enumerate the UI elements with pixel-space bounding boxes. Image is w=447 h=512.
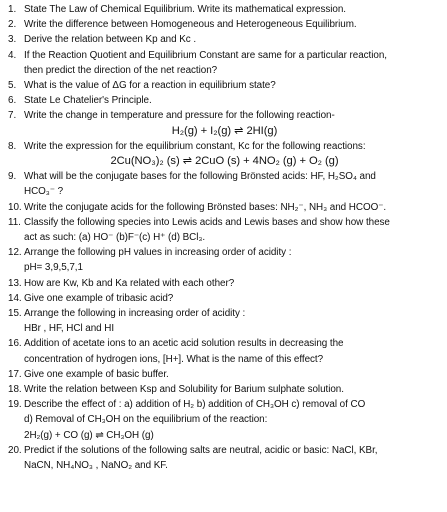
question-number: 9. xyxy=(8,171,17,183)
question-text-continued: then predict the direction of the net reaction? xyxy=(24,64,218,76)
question-number: 10. xyxy=(8,201,22,213)
question-number: 18. xyxy=(8,384,22,396)
question-text-continued: concentration of hydrogen ions, [H+]. What is the name of this effect? xyxy=(24,353,324,365)
question-11 xyxy=(8,215,441,245)
question-number: 8. xyxy=(8,140,17,152)
question-text: Arrange the following pH values in increasing order of acidity : xyxy=(24,247,292,259)
question-text: Give one example of basic buffer. xyxy=(24,368,169,380)
acid-list: HBr , HF, HCl and HI xyxy=(24,323,115,335)
question-14 xyxy=(8,291,441,306)
question-number: 7. xyxy=(8,110,17,122)
question-number: 14. xyxy=(8,292,22,304)
question-16 xyxy=(8,336,441,366)
question-number: 13. xyxy=(8,277,22,289)
question-4 xyxy=(8,48,441,78)
question-text: Describe the effect of : a) addition of H₂ b) addition of CH₃OH c) removal of CO xyxy=(24,399,366,411)
question-text: How are Kw, Kb and Ka related with each other? xyxy=(24,277,235,289)
question-19 xyxy=(8,397,441,443)
question-number: 2. xyxy=(8,19,17,31)
question-text: Give one example of tribasic acid? xyxy=(24,292,174,304)
equation-hi: H₂(g) + I₂(g) ⇌ 2HI(g) xyxy=(171,124,278,137)
equation-copper-nitrate: 2Cu(NO₃)₂ (s) ⇌ 2CuO (s) + 4NO₂ (g) + O₂ (g) xyxy=(110,155,339,168)
question-number: 16. xyxy=(8,338,22,350)
question-13 xyxy=(8,276,441,291)
question-number: 15. xyxy=(8,308,22,320)
question-5 xyxy=(8,78,441,93)
question-text: Write the expression for the equilibrium constant, Kc for the following reactions: xyxy=(24,140,366,152)
question-12 xyxy=(8,245,441,275)
question-text: Arrange the following in increasing order of acidity : xyxy=(24,308,246,320)
question-text: State Le Chatelier's Principle. xyxy=(24,95,152,107)
question-number: 6. xyxy=(8,95,17,107)
question-number: 1. xyxy=(8,4,17,15)
question-text: Write the conjugate acids for the following Brönsted bases: NH₂⁻, NH₃ and HCOO⁻. xyxy=(24,201,387,213)
question-8 xyxy=(8,139,441,154)
question-text: What will be the conjugate bases for the following Brönsted acids: HF, H₂SO₄ and xyxy=(24,171,376,183)
question-text: Predict if the solutions of the following salts are neutral, acidic or basic: NaCl, KBr, xyxy=(24,444,378,456)
question-number: 5. xyxy=(8,80,17,92)
question-15 xyxy=(8,306,441,336)
question-text-continued: act as such: (a) HO⁻ (b)F⁻(c) H⁺ (d) BCl₃. xyxy=(24,232,206,244)
question-text-continued: HCO₃⁻ ? xyxy=(24,186,64,198)
question-text: Addition of acetate ions to an acetic acid solution results in decreasing the xyxy=(24,338,344,350)
question-3 xyxy=(8,32,441,47)
question-6 xyxy=(8,93,441,108)
question-text: Derive the relation between Kp and Kc . xyxy=(24,34,197,46)
question-text: If the Reaction Quotient and Equilibrium Constant are same for a particular reaction, xyxy=(24,49,387,61)
equation-methanol: 2H₂(g) + CO (g) ⇌ CH₃OH (g) xyxy=(24,429,154,441)
question-text: Write the change in temperature and pressure for the following reaction- xyxy=(24,110,335,122)
question-number: 12. xyxy=(8,247,22,259)
question-number: 19. xyxy=(8,399,22,411)
question-number: 17. xyxy=(8,368,22,380)
question-10 xyxy=(8,200,441,215)
question-text: Write the difference between Homogeneous and Heterogeneous Equilibrium. xyxy=(24,19,357,31)
question-text: Classify the following species into Lewis acids and Lewis bases and show how these xyxy=(24,216,390,228)
question-number: 11. xyxy=(8,216,21,228)
question-number: 20. xyxy=(8,444,22,456)
question-text: What is the value of ΔG for a reaction in equilibrium state? xyxy=(24,80,276,92)
question-18 xyxy=(8,382,441,397)
question-9 xyxy=(8,169,441,199)
question-2 xyxy=(8,17,441,32)
ph-values: pH= 3,9,5,7,1 xyxy=(24,262,83,274)
question-text: State The Law of Chemical Equilibrium. Write its mathematical expression. xyxy=(24,4,346,15)
question-number: 4. xyxy=(8,49,17,61)
question-17 xyxy=(8,367,441,382)
question-20 xyxy=(8,443,441,473)
question-1 xyxy=(8,2,441,17)
question-number: 3. xyxy=(8,34,17,46)
question-7 xyxy=(8,108,441,123)
question-text: Write the relation between Ksp and Solubility for Barium sulphate solution. xyxy=(24,384,344,396)
question-text-continued: d) Removal of CH₃OH on the equilibrium of the reaction: xyxy=(24,414,268,426)
question-text-continued: NaCN, NH₄NO₃ , NaNO₂ and KF. xyxy=(24,460,168,472)
